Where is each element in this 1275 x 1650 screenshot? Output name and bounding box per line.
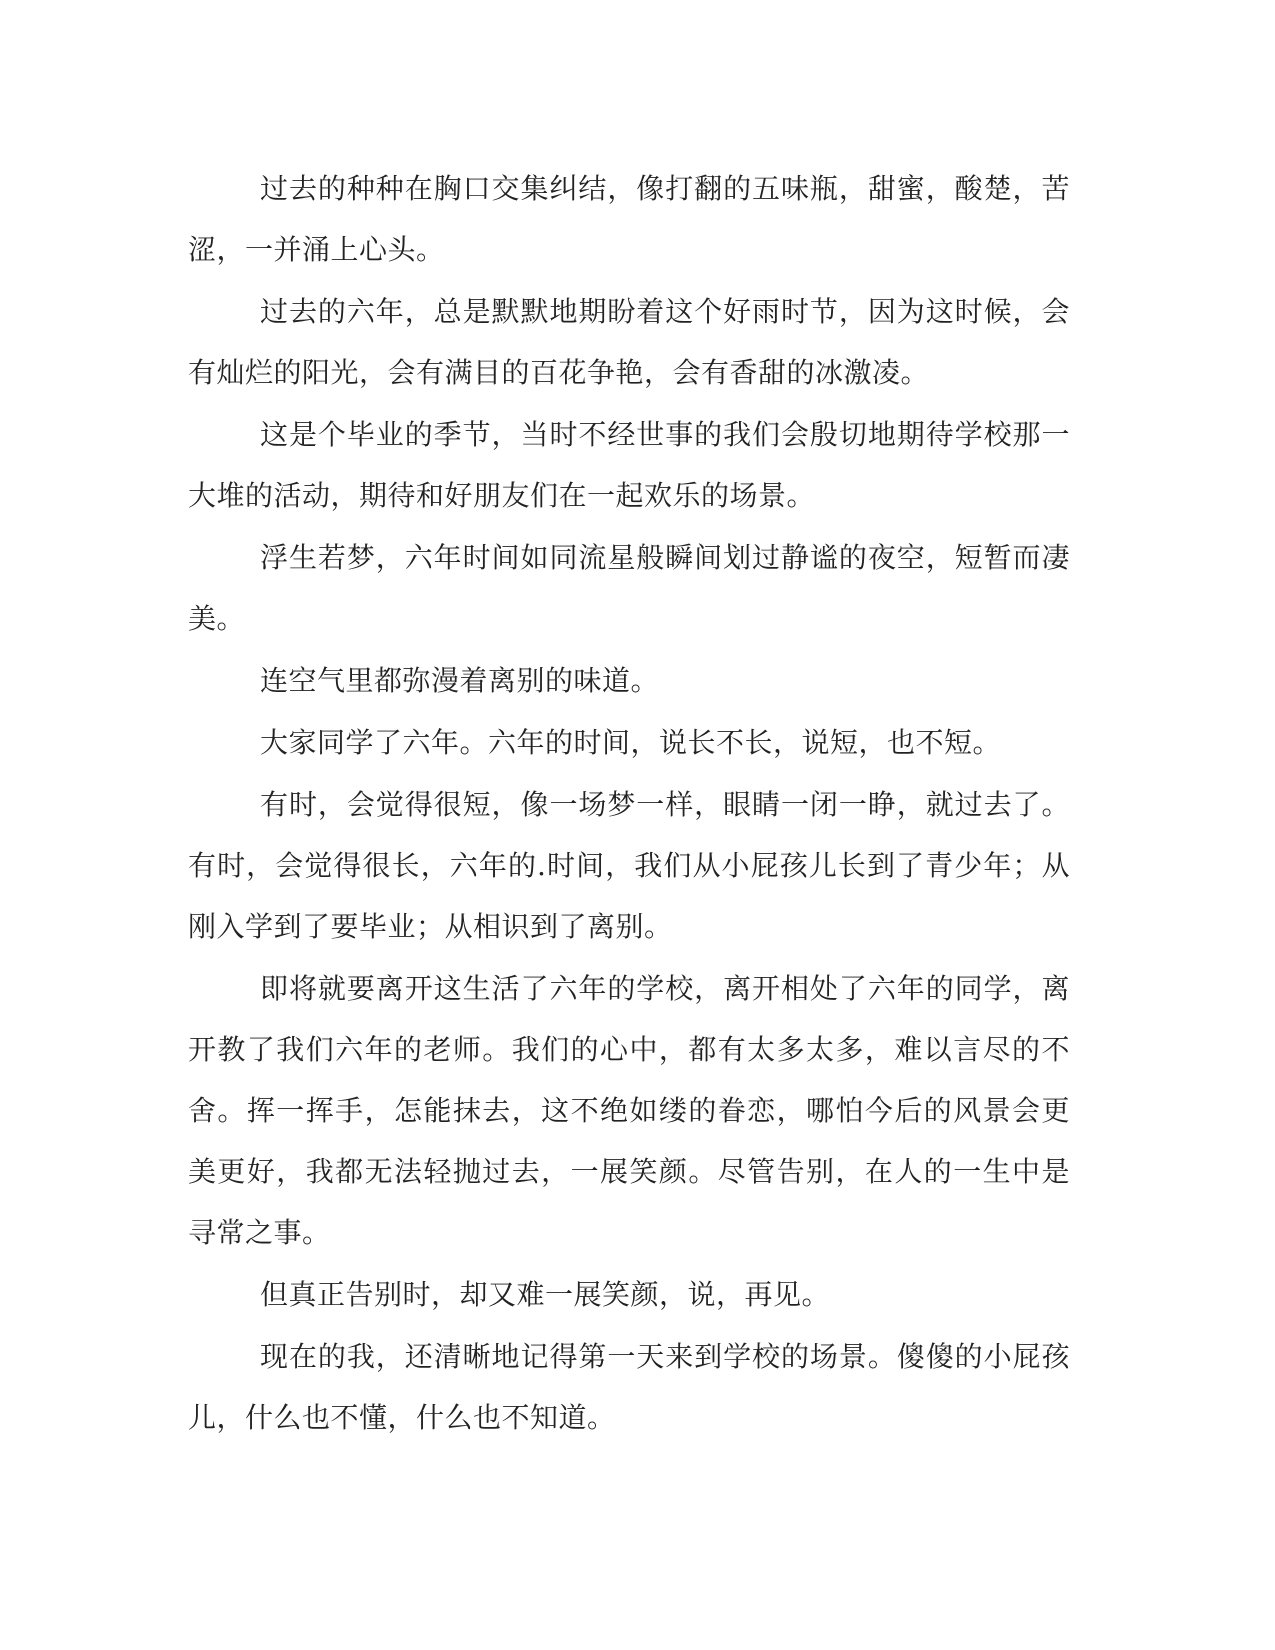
paragraph-9: 但真正告别时，却又难一展笑颜，说，再见。 xyxy=(260,1278,831,1311)
paragraph-2: 过去的六年，总是默默地期盼着这个好雨时节，因为这时候，会有灿烂的阳光，会有满目的百花争艳，会有香甜的冰激凌。 xyxy=(188,295,1070,389)
paragraph-5: 连空气里都弥漫着离别的味道。 xyxy=(260,664,660,697)
paragraph-1: 过去的种种在胸口交集纠结，像打翻的五味瓶，甜蜜，酸楚，苦涩，一并涌上心头。 xyxy=(188,172,1070,266)
paragraph-8: 即将就要离开这生活了六年的学校，离开相处了六年的同学，离开教了我们六年的老师。我们的心中，都有太多太多，难以言尽的不舍。挥一挥手，怎能抹去，这不绝如缕的眷恋，哪怕今后的风景会更美更好，我都无法轻抛过去，一展笑颜。尽管告别，在人的一生中是寻常之事。 xyxy=(188,972,1070,1249)
paragraph-4: 浮生若梦，六年时间如同流星般瞬间划过静谧的夜空，短暂而凄美。 xyxy=(188,541,1070,635)
document-body xyxy=(188,158,1070,1449)
paragraph-7: 有时，会觉得很短，像一场梦一样，眼睛一闭一睁，就过去了。有时，会觉得很长，六年的.时间，我们从小屁孩儿长到了青少年；从刚入学到了要毕业；从相识到了离别。 xyxy=(188,788,1070,943)
paragraph-3: 这是个毕业的季节，当时不经世事的我们会殷切地期待学校那一大堆的活动，期待和好朋友们在一起欢乐的场景。 xyxy=(188,418,1070,512)
paragraph-6: 大家同学了六年。六年的时间，说长不长，说短，也不短。 xyxy=(260,726,1002,759)
paragraph-10: 现在的我，还清晰地记得第一天来到学校的场景。傻傻的小屁孩儿，什么也不懂，什么也不知道。 xyxy=(188,1340,1070,1434)
